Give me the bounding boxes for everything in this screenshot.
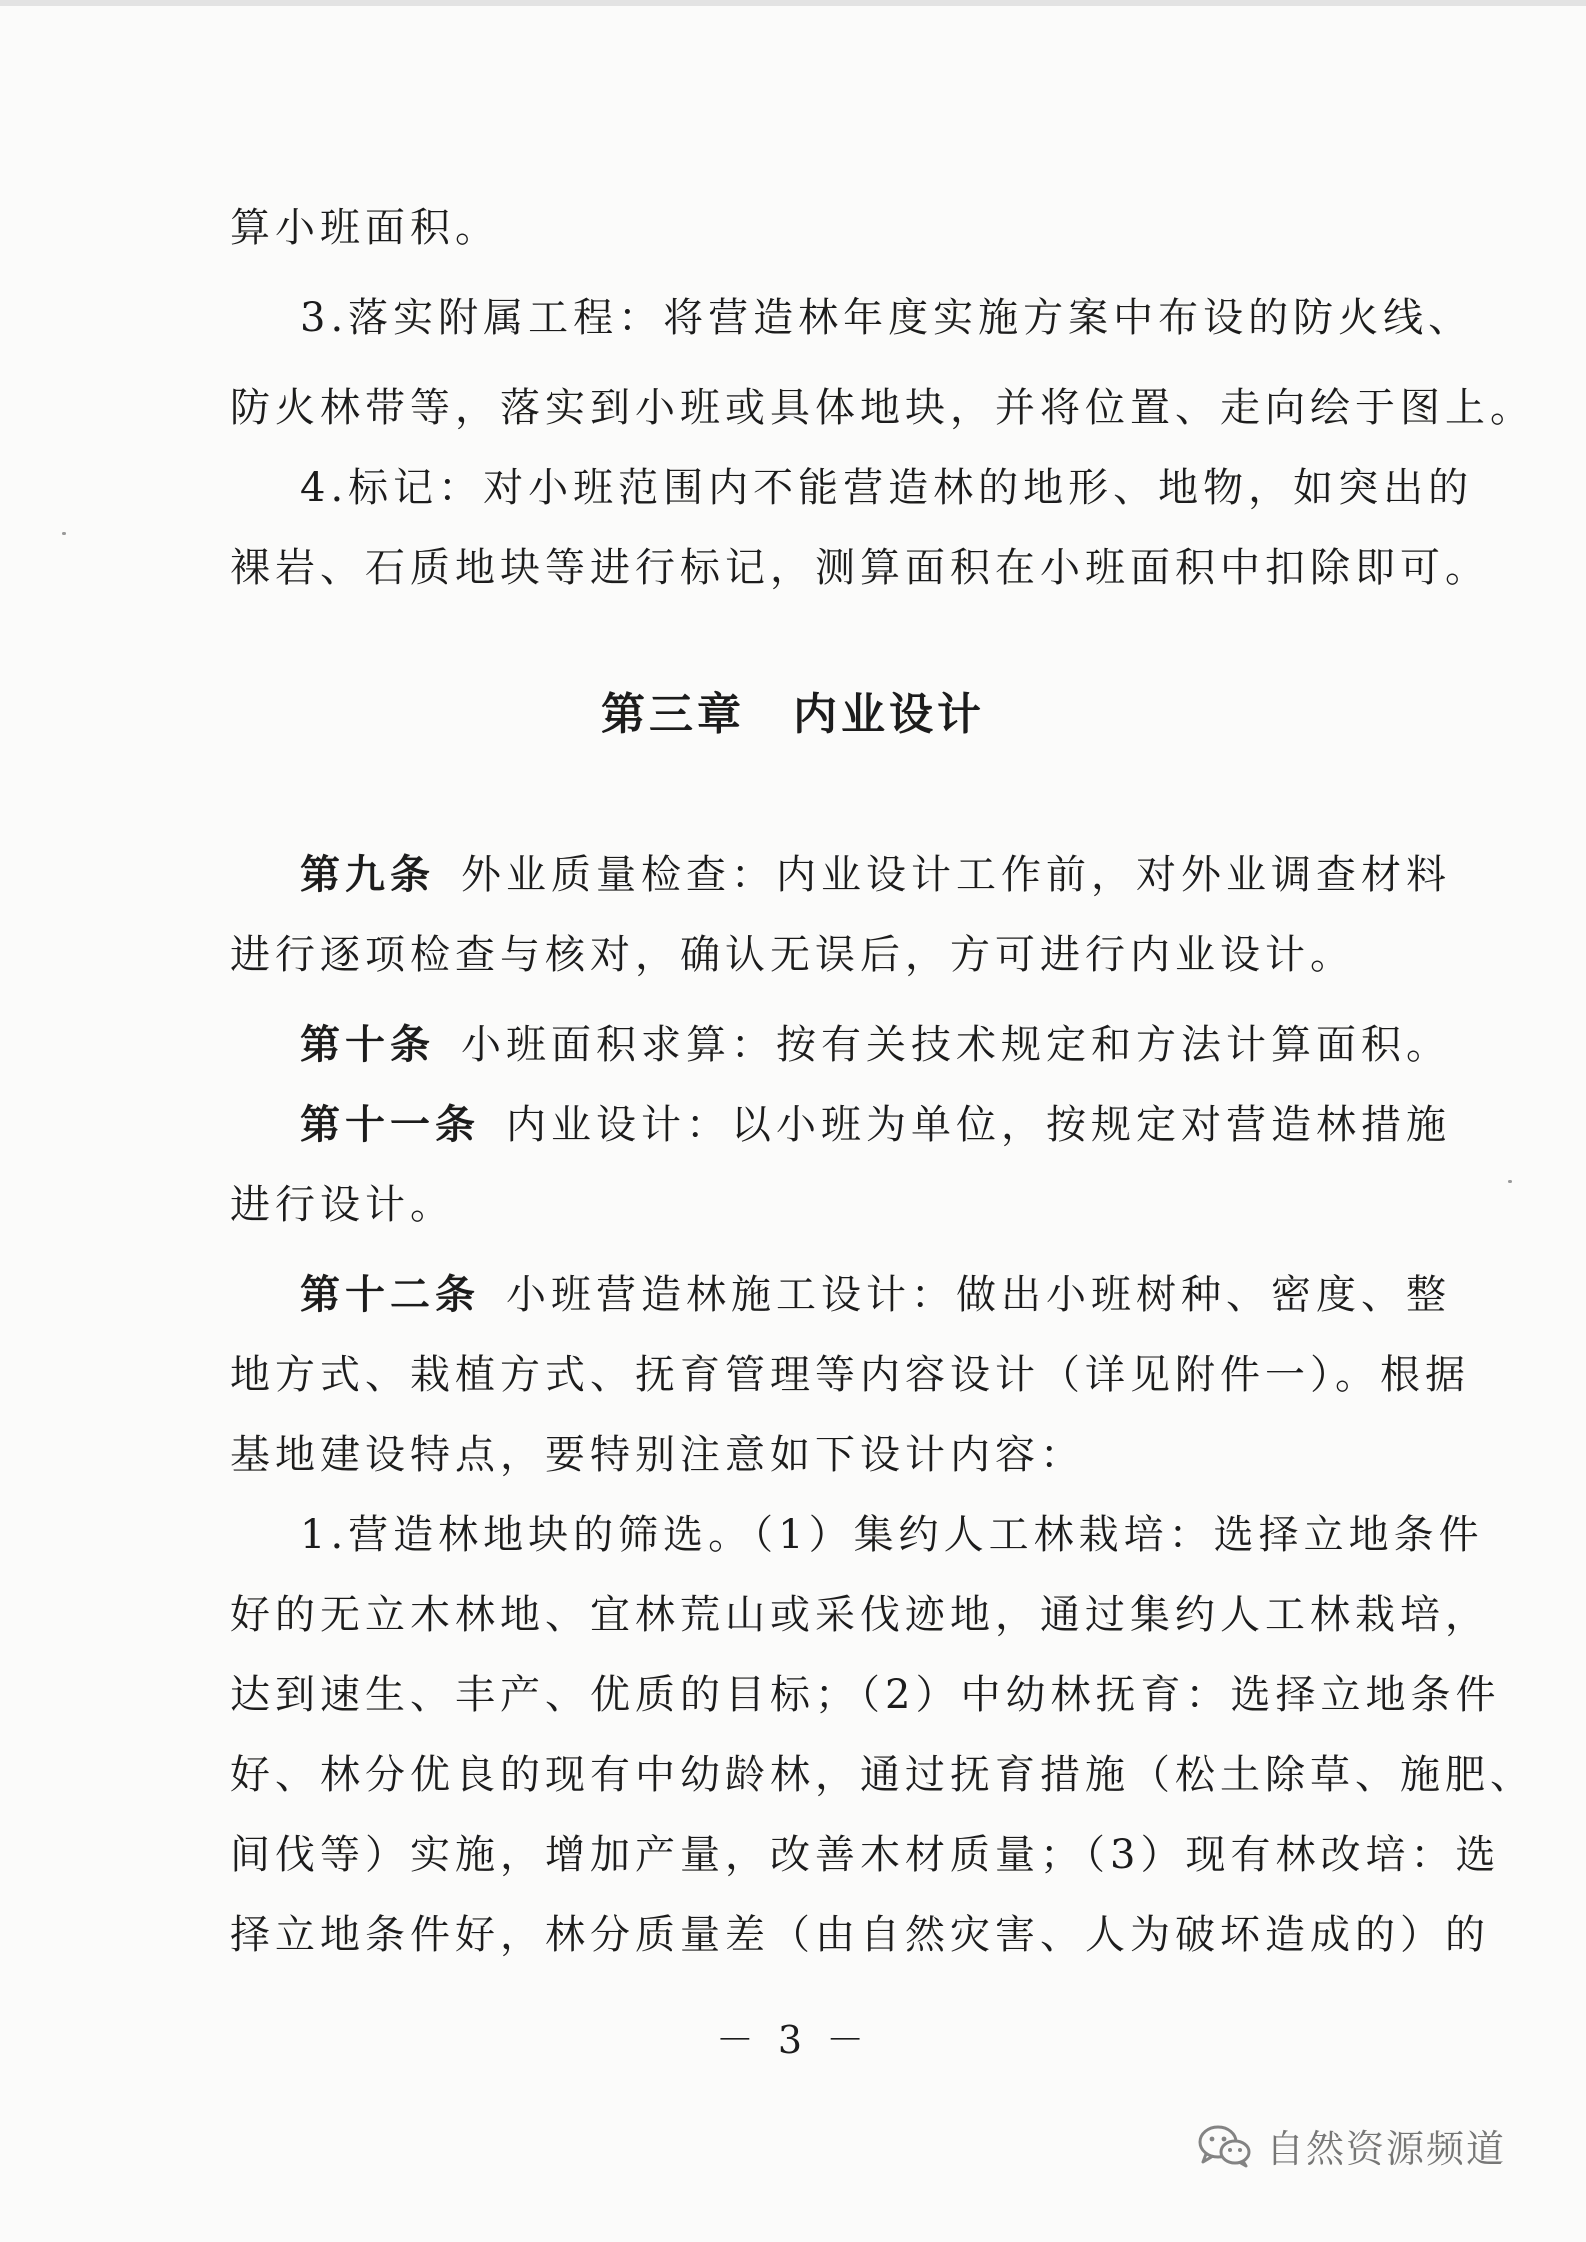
text-line: 择立地条件好，林分质量差（由自然灾害、人为破坏造成的）的 [230, 1912, 1490, 1958]
wechat-icon [1198, 2124, 1252, 2168]
text-line: 3.落实附属工程：将营造林年度实施方案中布设的防火线、 [300, 295, 1474, 341]
chapter-title: 第三章 内业设计 [601, 689, 985, 740]
page-number: － 3 － [715, 2018, 871, 2062]
text-line: 4.标记：对小班范围内不能营造林的地形、地物，如突出的 [300, 465, 1474, 511]
text-line: 达到速生、丰产、优质的目标；（2）中幼林抚育：选择立地条件 [230, 1672, 1501, 1718]
text-line: 进行设计。 [230, 1182, 455, 1228]
text-line: 1.营造林地块的筛选。（1）集约人工林栽培：选择立地条件 [300, 1512, 1484, 1558]
article-12 [300, 1265, 1451, 1325]
scan-speck [62, 532, 66, 535]
text-line: 好、林分优良的现有中幼龄林，通过抚育措施（松土除草、施肥、 [230, 1752, 1535, 1798]
article-11 [300, 1095, 1451, 1155]
watermark-text: 自然资源频道 [1265, 2127, 1506, 2171]
watermark [1198, 2118, 1506, 2173]
article-text: 小班面积求算：按有关技术规定和方法计算面积。 [461, 1022, 1451, 1068]
text-line: 基地建设特点，要特别注意如下设计内容： [230, 1432, 1085, 1478]
article-text: 内业设计：以小班为单位，按规定对营造林措施 [506, 1102, 1451, 1148]
text-line: 进行逐项检查与核对，确认无误后，方可进行内业设计。 [230, 932, 1355, 978]
article-label: 第十二条 [300, 1272, 480, 1318]
article-label: 第九条 [300, 852, 435, 898]
text-line: 地方式、栽植方式、抚育管理等内容设计（详见附件一）。根据 [230, 1352, 1470, 1398]
article-label: 第十一条 [300, 1102, 480, 1148]
text-line: 好的无立木林地、宜林荒山或采伐迹地，通过集约人工林栽培， [230, 1592, 1490, 1638]
article-9 [300, 845, 1451, 905]
article-text: 小班营造林施工设计：做出小班树种、密度、整 [506, 1272, 1451, 1318]
text-line: 防火林带等，落实到小班或具体地块，并将位置、走向绘于图上。 [230, 385, 1535, 431]
article-label: 第十条 [300, 1022, 435, 1068]
article-text: 外业质量检查：内业设计工作前，对外业调查材料 [461, 852, 1451, 898]
scan-top-edge [0, 0, 1586, 6]
scan-speck [1508, 1180, 1512, 1183]
article-10 [300, 1015, 1451, 1075]
text-line: 算小班面积。 [230, 205, 500, 251]
text-line: 裸岩、石质地块等进行标记，测算面积在小班面积中扣除即可。 [230, 545, 1490, 591]
text-line: 间伐等）实施，增加产量，改善木材质量；（3）现有林改培：选 [230, 1832, 1501, 1878]
